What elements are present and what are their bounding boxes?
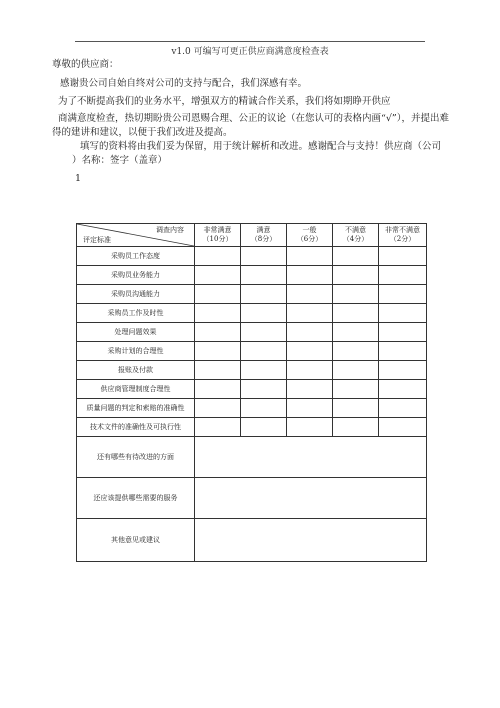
rating-cell[interactable]	[287, 247, 333, 266]
paragraph-data-note-line1: 填写的资料将由我们妥为保留，用于统计解析和改进。感谢配合与支持！供应商（公司	[80, 141, 442, 152]
header-score: （6分）	[296, 235, 323, 243]
open-question-label: 还有哪些有待改进的方面	[77, 437, 195, 478]
table-corner-cell	[77, 224, 195, 247]
table-row	[77, 323, 427, 342]
header-score: （4分）	[342, 235, 369, 243]
rating-cell[interactable]	[241, 323, 287, 342]
paragraph-survey-request-line2: 得的建讲和建议，以便于我们改进及提高。	[52, 127, 233, 138]
table-header-row	[77, 224, 427, 247]
header-label: 非常满意	[203, 226, 232, 234]
row-label: 采购员工作态度	[77, 247, 195, 266]
row-label: 采购员沟通能力	[77, 285, 195, 304]
rating-cell[interactable]	[241, 399, 287, 418]
row-label: 处理问题效果	[77, 323, 195, 342]
rating-cell[interactable]	[333, 323, 379, 342]
satisfaction-survey-table	[76, 223, 427, 562]
rating-cell[interactable]	[333, 342, 379, 361]
rating-cell[interactable]	[241, 304, 287, 323]
table-row	[77, 285, 427, 304]
corner-label-evaluation-standard: 评定标准	[83, 236, 111, 244]
table-row	[77, 304, 427, 323]
rating-cell[interactable]	[287, 323, 333, 342]
rating-cell[interactable]	[333, 304, 379, 323]
rating-cell[interactable]	[287, 399, 333, 418]
salutation: 尊敬的供应商：	[52, 59, 119, 70]
row-label: 采购员业务能力	[77, 266, 195, 285]
rating-cell[interactable]	[287, 342, 333, 361]
rating-cell[interactable]	[241, 247, 287, 266]
rating-cell[interactable]	[333, 361, 379, 380]
rating-cell[interactable]	[379, 304, 427, 323]
rating-cell[interactable]	[333, 247, 379, 266]
corner-label-survey-content: 调查内容	[156, 226, 184, 234]
top-rule	[75, 41, 425, 42]
table-row	[77, 380, 427, 399]
row-label: 采购计划的合理性	[77, 342, 195, 361]
rating-cell[interactable]	[241, 285, 287, 304]
open-question-row	[77, 437, 427, 478]
rating-cell[interactable]	[195, 361, 241, 380]
header-score: （8分）	[250, 235, 277, 243]
header-average	[287, 224, 333, 247]
rating-cell[interactable]	[195, 285, 241, 304]
row-label: 报账及付款	[77, 361, 195, 380]
rating-cell[interactable]	[287, 285, 333, 304]
rating-cell[interactable]	[195, 342, 241, 361]
table-row	[77, 342, 427, 361]
table-row	[77, 399, 427, 418]
rating-cell[interactable]	[241, 361, 287, 380]
rating-cell[interactable]	[287, 266, 333, 285]
row-label: 采购员工作及时性	[77, 304, 195, 323]
header-dissatisfied	[333, 224, 379, 247]
rating-cell[interactable]	[241, 266, 287, 285]
rating-cell[interactable]	[287, 304, 333, 323]
open-answer-field[interactable]	[195, 478, 427, 519]
rating-cell[interactable]	[379, 266, 427, 285]
rating-cell[interactable]	[195, 323, 241, 342]
table-row	[77, 266, 427, 285]
header-score: （10分）	[202, 235, 233, 243]
row-label: 技术文件的准确性及可执行性	[77, 418, 195, 437]
rating-cell[interactable]	[379, 399, 427, 418]
header-very-satisfied	[195, 224, 241, 247]
paragraph-survey-request-line1: 商满意度检查，热切期盼贵公司恩赐合理、公正的议论（在您认可的表格内画“√”），并提出难	[58, 113, 450, 124]
header-label: 非常不满意	[385, 226, 420, 234]
paragraph-data-note-line2: ）名称：签字（盖章）	[72, 155, 168, 166]
rating-cell[interactable]	[333, 266, 379, 285]
rating-cell[interactable]	[195, 399, 241, 418]
rating-cell[interactable]	[333, 380, 379, 399]
document-title: v1.0 可编写可更正供应商满意度检查表	[171, 47, 329, 57]
open-question-label: 还应该提供哪些需要的服务	[77, 478, 195, 519]
header-label: 不满意	[345, 226, 366, 234]
row-label: 质量问题的判定和索赔的准确性	[77, 399, 195, 418]
rating-cell[interactable]	[379, 247, 427, 266]
rating-cell[interactable]	[379, 380, 427, 399]
paragraph-thanks: 感谢贵公司自始自终对公司的支持与配合，我们深感有幸。	[60, 78, 308, 89]
rating-cell[interactable]	[333, 418, 379, 437]
header-label: 一般	[302, 226, 317, 234]
open-question-row	[77, 478, 427, 519]
rating-cell[interactable]	[333, 399, 379, 418]
rating-cell[interactable]	[379, 361, 427, 380]
rating-cell[interactable]	[195, 304, 241, 323]
paragraph-data-note	[72, 140, 445, 168]
rating-cell[interactable]	[287, 361, 333, 380]
rating-cell[interactable]	[333, 285, 379, 304]
header-label: 满意	[256, 226, 271, 234]
header-very-dissatisfied	[379, 224, 427, 247]
table-row	[77, 361, 427, 380]
rating-cell[interactable]	[241, 418, 287, 437]
rating-cell[interactable]	[379, 342, 427, 361]
rating-cell[interactable]	[287, 418, 333, 437]
rating-cell[interactable]	[195, 266, 241, 285]
header-satisfied	[241, 224, 287, 247]
rating-cell[interactable]	[195, 418, 241, 437]
rating-cell[interactable]	[287, 380, 333, 399]
page-number: 1	[75, 173, 82, 184]
row-label: 供应商管理制度合理性	[77, 380, 195, 399]
open-answer-field[interactable]	[195, 437, 427, 478]
header-score: （2分）	[389, 235, 416, 243]
open-answer-field[interactable]	[195, 519, 427, 562]
rating-cell[interactable]	[379, 285, 427, 304]
rating-cell[interactable]	[195, 247, 241, 266]
open-question-label: 其他意见或建议	[77, 519, 195, 562]
paragraph-intro: 为了不断提高我们的业务水平，增强双方的精诚合作关系，我们将如期睁开供应	[58, 96, 391, 107]
rating-cell[interactable]	[241, 380, 287, 399]
rating-cell[interactable]	[241, 342, 287, 361]
open-question-row	[77, 519, 427, 562]
table-row	[77, 247, 427, 266]
table-row	[77, 418, 427, 437]
paragraph-survey-request	[52, 112, 450, 140]
rating-cell[interactable]	[379, 418, 427, 437]
rating-cell[interactable]	[379, 323, 427, 342]
rating-cell[interactable]	[195, 380, 241, 399]
